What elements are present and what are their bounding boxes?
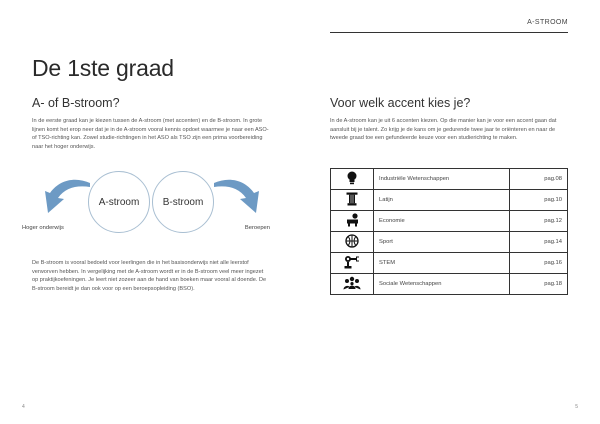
page-number-left: 4 (22, 404, 25, 410)
accent-name: Sport (374, 232, 510, 253)
b-stroom-paragraph: De B-stroom is vooral bedoeld voor leerlingen die in het basisonderwijs niet alle leerstof verworven hebben. In vergelijking met de A-stroom wordt er in de B-stroom veel meer ingezet op praktijkoefeningen. Je leert niet zozeer aan de hand van boeken maar vooral al doende. De B-stroom bereidt je dan ook voor op een beroepsopleiding (BSO). (32, 260, 267, 292)
label-beroepen: Beroepen (244, 225, 270, 231)
section-header-label: A-STROOM (527, 19, 568, 26)
table-row[interactable] (331, 274, 568, 295)
curved-arrow-left-icon (36, 175, 94, 217)
accent-page: pag.08 (510, 169, 568, 190)
table-row[interactable] (331, 232, 568, 253)
accent-page: pag.18 (510, 274, 568, 295)
b-stroom-circle: B-stroom (152, 171, 214, 233)
accent-page: pag.16 (510, 253, 568, 274)
accent-name: Sociale Wetenschappen (374, 274, 510, 295)
table-row[interactable] (331, 253, 568, 274)
economy-icon (331, 211, 374, 232)
robot-arm-icon (331, 253, 374, 274)
page-number-right: 5 (575, 404, 578, 410)
accent-name: STEM (374, 253, 510, 274)
accent-page: pag.12 (510, 211, 568, 232)
column-icon (331, 190, 374, 211)
accent-page: pag.14 (510, 232, 568, 253)
section-heading-accent: Voor welk accent kies je? (330, 96, 471, 110)
accent-page: pag.10 (510, 190, 568, 211)
label-hoger-onderwijs: Hoger onderwijs (22, 225, 64, 231)
people-icon (331, 274, 374, 295)
stroom-diagram (22, 163, 284, 245)
table-row[interactable] (331, 211, 568, 232)
accent-name: Industriële Wetenschappen (374, 169, 510, 190)
a-stroom-circle: A-stroom (88, 171, 150, 233)
basketball-icon (331, 232, 374, 253)
intro-paragraph: In de eerste graad kan je kiezen tussen de A-stroom (met accenten) en de B-stroom. In grote lijnen komt het erop neer dat je in de A-stroom vooral kennis opdoet waarmee je naar een ASO- of TSO-richting kan. Zowel studie-richtingen in het ASO als TSO zijn een prima voorbereiding naar het hoger onderwijs. (32, 118, 269, 150)
accent-name: Latijn (374, 190, 510, 211)
table-row[interactable] (331, 169, 568, 190)
lightbulb-icon (331, 169, 374, 190)
page-title: De 1ste graad (32, 55, 174, 81)
curved-arrow-right-icon (210, 175, 268, 217)
accent-name: Economie (374, 211, 510, 232)
section-heading-stroom: A- of B-stroom? (32, 96, 120, 110)
accent-intro-paragraph: In de A-stroom kan je uit 6 accenten kiezen. Op die manier kan je voor een accent gaan dat aansluit bij je talent. Zo krijg je de kans om je gedurende twee jaar te oriënteren en naar de tweede graad toe een gefundeerde keuze voor een studierichting te maken. (330, 118, 557, 142)
accent-table (330, 168, 568, 295)
table-row[interactable] (331, 190, 568, 211)
